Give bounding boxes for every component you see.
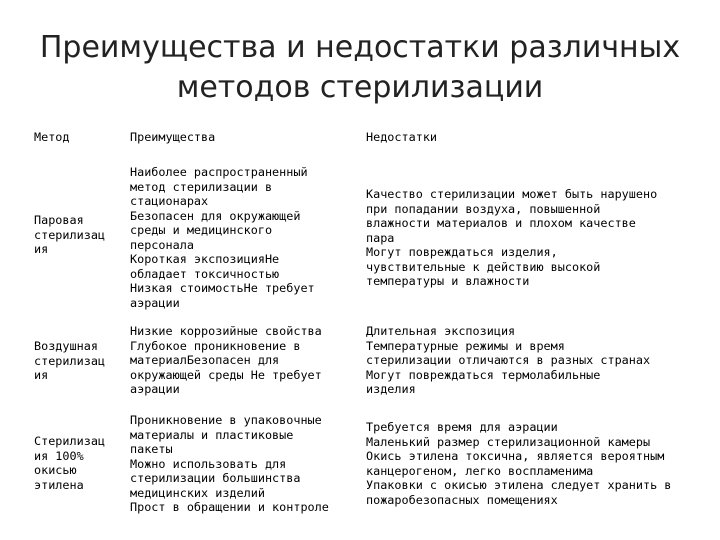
disadvantage-line: Могут повреждаться термолабильные [366, 367, 601, 382]
method-line: этилена [34, 477, 84, 492]
method-line: окисью [34, 463, 77, 477]
method-line: Стерилизац [34, 434, 106, 448]
advantage-line: обладает токсичностью [130, 266, 280, 281]
row-1-method [34, 213, 105, 257]
disadvantage-line: Упаковки с окисью этилена следует хранить в [366, 478, 672, 492]
advantage-line: аэрации [130, 295, 180, 310]
advantage-line: Короткая экспозицияНе [130, 252, 280, 266]
disadvantage-line: канцерогеном, легко воспламенима [366, 463, 594, 478]
advantage-line: метод стерилизации в [130, 179, 273, 194]
disadvantage-line: чувствительные к действию высокой [366, 259, 601, 274]
disadvantage-line: Длительная экспозиция [366, 324, 516, 338]
method-line: ия [34, 368, 49, 382]
header-advantages [130, 130, 215, 145]
header-advantages-label: Преимущества [130, 130, 216, 144]
advantage-line: Глубокое проникновение в [130, 338, 301, 353]
disadvantage-line: Могут повреждаться изделия, [366, 245, 558, 259]
header-disadvantages [366, 130, 437, 145]
title-line-2: методов стерилизации [176, 70, 544, 105]
method-line: стерилизац [34, 227, 106, 242]
row-2-advantages [130, 324, 322, 397]
disadvantage-line: стерилизации отличаются в разных странах [366, 353, 651, 367]
row-1-advantages [130, 165, 315, 310]
row-2-method [34, 339, 105, 383]
advantage-line: медицинских изделий [130, 485, 265, 500]
advantage-line: стационарах [130, 194, 209, 208]
row-3-advantages [130, 413, 329, 515]
advantage-line: материалы и пластиковые [130, 427, 294, 442]
row-3-disadvantages [366, 420, 671, 507]
advantage-line: среды и медицинского [130, 223, 273, 237]
disadvantage-line: влажности материалов и плохом качестве [366, 216, 636, 230]
disadvantage-line: температуры и влажности [366, 274, 530, 288]
disadvantage-line: изделия [366, 382, 416, 396]
advantage-line: Низкая стоимостьНе требует [130, 281, 315, 295]
disadvantage-line: пара [366, 230, 395, 245]
method-line: Воздушная [34, 339, 98, 353]
method-line: стерилизац [34, 353, 106, 368]
row-1-disadvantages [366, 187, 657, 289]
advantage-line: стерилизации большинства [130, 471, 301, 485]
advantage-line: окружающей среды Не требует [130, 367, 322, 382]
advantage-line: аэрации [130, 382, 180, 396]
title-line-1: Преимущества и недостатки различных [39, 30, 681, 65]
disadvantage-line: пожаробезопасных помещениях [366, 492, 558, 507]
disadvantage-line: Температурные режимы и время [366, 338, 565, 353]
method-line: Паровая [34, 213, 84, 227]
advantage-line: Прост в обращении и контроле [130, 500, 329, 514]
header-method-label: Метод [34, 130, 70, 144]
disadvantage-line: Требуется время для аэрации [366, 420, 558, 434]
row-3-method [34, 434, 105, 492]
advantage-line: Проникновение в упаковочные [130, 413, 322, 427]
header-method [34, 130, 70, 145]
disadvantage-line: Качество стерилизации может быть нарушено [366, 187, 658, 201]
advantage-line: персонала [130, 237, 194, 252]
page-title [0, 28, 720, 108]
header-disadvantages-label: Недостатки [366, 130, 438, 144]
method-line: ия [34, 242, 49, 256]
advantage-line: пакеты [130, 442, 173, 456]
advantage-line: Безопасен для окружающей [130, 208, 301, 223]
advantage-line: Наиболее распространенный [130, 165, 308, 179]
disadvantage-line: при попадании воздуха, повышенной [366, 201, 601, 216]
advantage-line: Можно использовать для [130, 456, 287, 471]
row-2-disadvantages [366, 324, 650, 397]
disadvantage-line: Окись этилена токсична, является вероятным [366, 449, 665, 463]
disadvantage-line: Маленький размер стерилизационной камеры [366, 434, 651, 449]
advantage-line: Низкие коррозийные свойства [130, 324, 322, 338]
advantage-line: материалБезопасен для [130, 353, 280, 367]
method-line: ия 100% [34, 448, 84, 463]
